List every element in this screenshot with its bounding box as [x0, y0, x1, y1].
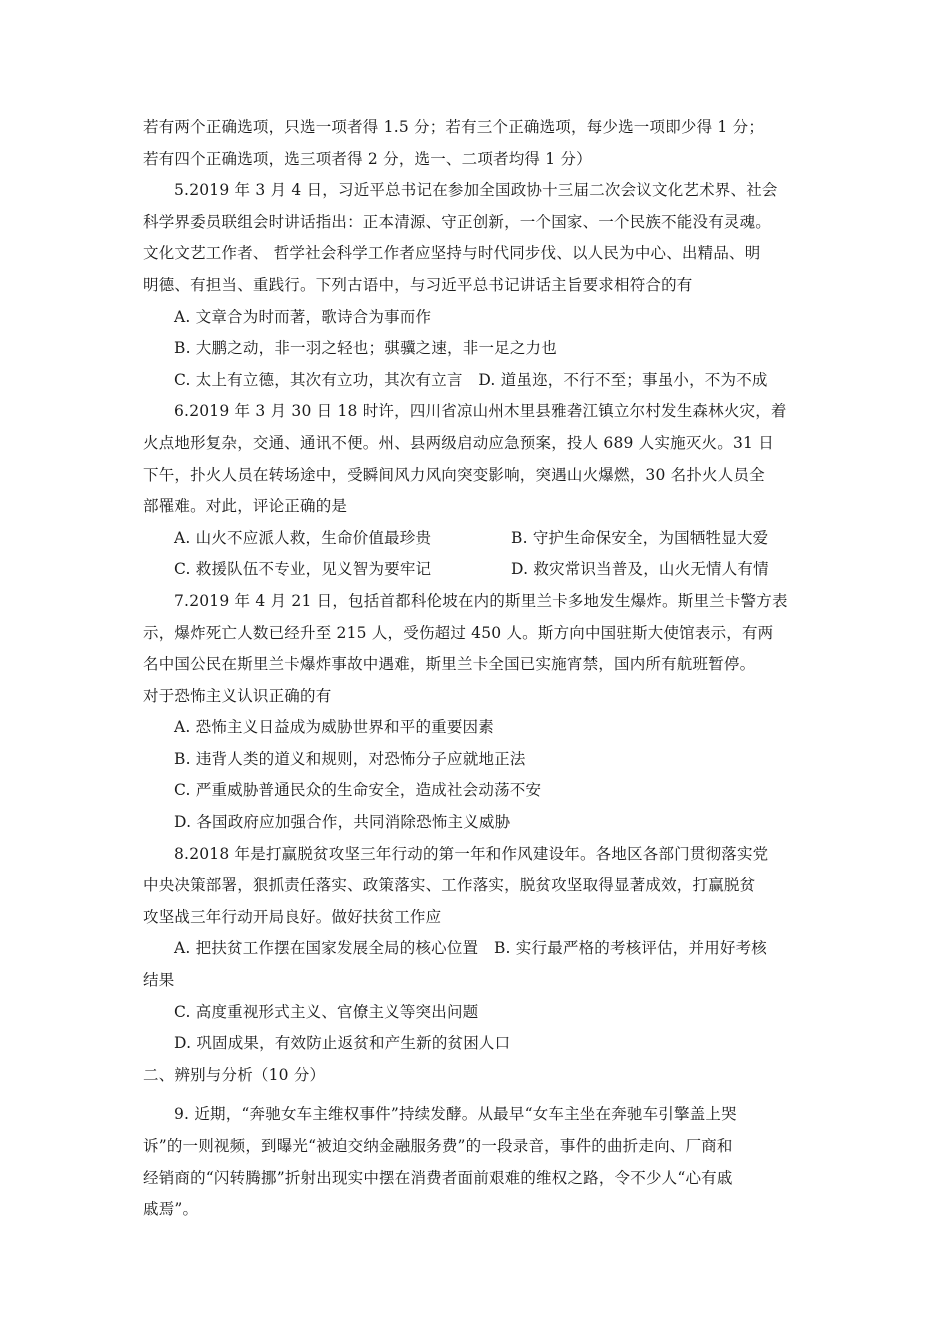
option-d: D. 各国政府应加强合作，共同消除恐怖主义威胁 — [174, 813, 511, 832]
question-stem-line: 科学界委员联组会时讲话指出：正本清源、守正创新，一个国家、一个民族不能没有灵魂。 — [143, 212, 772, 231]
option-c: C. 严重威胁普通民众的生命安全，造成社会动荡不安 — [174, 781, 542, 800]
question-stem-line: 戚焉”。 — [143, 1200, 199, 1219]
question-stem-line: 文化文艺工作者、 哲学社会科学工作者应坚持与时代同步伐、以人民为中心、出精品、明 — [143, 244, 761, 263]
question-stem-line: 明德、有担当、重践行。下列古语中，与习近平总书记讲话主旨要求相符合的有 — [143, 275, 693, 294]
question-6 — [143, 396, 823, 586]
question-9 — [143, 1099, 823, 1225]
option-b: B. 大鹏之动，非一羽之轻也；骐骥之速，非一足之力也 — [174, 339, 557, 358]
question-stem-line: 7.2019 年 4 月 21 日，包括首都科伦坡在内的斯里兰卡多地发生爆炸。斯里兰卡警方表 — [174, 591, 788, 610]
question-stem-line: 攻坚战三年行动开局良好。做好扶贫工作应 — [143, 907, 442, 926]
question-stem-line: 诉”的一则视频，到曝光“被迫交纳金融服务费”的一段录音，事件的曲折走向、厂商和 — [143, 1137, 733, 1155]
question-stem-line: 5.2019 年 3 月 4 日，习近平总书记在参加全国政协十三届二次会议文化艺术界、社会 — [174, 181, 778, 200]
section-gap — [143, 1091, 823, 1099]
question-8 — [143, 839, 823, 1060]
options-row — [143, 554, 823, 586]
option-a: A. 恐怖主义日益成为威胁世界和平的重要因素 — [174, 718, 494, 737]
question-stem-line: 部罹难。对此，评论正确的是 — [143, 497, 348, 516]
option-b: B. 违背人类的道义和规则，对恐怖分子应就地正法 — [174, 749, 526, 768]
scoring-rule-line: 若有四个正确选项，选三项者得 2 分，选一、二项者均得 1 分） — [143, 149, 592, 168]
question-stem-line: 经销商的“闪转腾挪”折射出现实中摆在消费者面前艰难的维权之路，令不少人“心有戚 — [143, 1168, 733, 1187]
question-stem-line: 下午，扑火人员在转场途中，受瞬间风力风向突变影响，突遇山火爆燃，30 名扑火人员全 — [143, 465, 765, 484]
question-stem-line: 中央决策部署，狠抓责任落实、政策落实、工作落实，脱贫攻坚取得显著成效，打赢脱贫 — [143, 876, 756, 895]
page-content — [143, 112, 823, 1226]
question-stem-line: 9. 近期，“奔驰女车主维权事件”持续发酵。从最早“女车主坐在奔驰车引擎盖上哭 — [174, 1105, 737, 1124]
section-heading: 二、辨别与分析（10 分） — [143, 1065, 326, 1084]
option-d: D. 巩固成果，有效防止返贫和产生新的贫困人口 — [174, 1034, 511, 1053]
option-a: A. 山火不应派人救，生命价值最珍贵 — [174, 528, 432, 547]
question-stem-line: 对于恐怖主义认识正确的有 — [143, 686, 332, 705]
option-a-b: A. 把扶贫工作摆在国家发展全局的核心位置 B. 实行最严格的考核评估，并用好考核 — [174, 939, 767, 958]
question-stem-line: 8.2018 年是打赢脱贫攻坚三年行动的第一年和作风建设年。各地区各部门贯彻落实党 — [174, 844, 769, 863]
question-stem-line: 6.2019 年 3 月 30 日 18 时许，四川省凉山州木里县雅砻江镇立尔村发生森林火灾，着 — [174, 402, 787, 421]
option-d: D. 救灾常识当普及，山火无情人有情 — [511, 560, 769, 579]
option-c: C. 救援队伍不专业，见义智为要牢记 — [174, 560, 432, 579]
question-stem-line: 示，爆炸死亡人数已经升至 215 人，受伤超过 450 人。斯方向中国驻斯大使馆表示，有两 — [143, 623, 774, 642]
options-row — [143, 523, 823, 555]
question-stem-line: 火点地形复杂，交通、通讯不便。州、县两级启动应急预案，投人 689 人实施灭火。31 日 — [143, 433, 774, 452]
scoring-rule-line: 若有两个正确选项，只选一项者得 1.5 分；若有三个正确选项，每少选一项即少得 1 分； — [143, 118, 765, 136]
option-a: A. 文章合为时而著，歌诗合为事而作 — [174, 307, 432, 326]
option-b: B. 守护生命保安全，为国牺牲显大爱 — [511, 528, 769, 547]
option-c-d: C. 太上有立德，其次有立功，其次有立言 D. 道虽迩，不行不至；事虽小，不为不成 — [174, 370, 768, 389]
option-b-continuation: 结果 — [143, 971, 175, 990]
option-c: C. 高度重视形式主义、官僚主义等突出问题 — [174, 1002, 479, 1021]
question-7 — [143, 586, 823, 839]
question-stem-line: 名中国公民在斯里兰卡爆炸事故中遇难，斯里兰卡全国已实施宵禁，国内所有航班暂停。 — [143, 655, 756, 674]
question-5 — [143, 175, 823, 396]
